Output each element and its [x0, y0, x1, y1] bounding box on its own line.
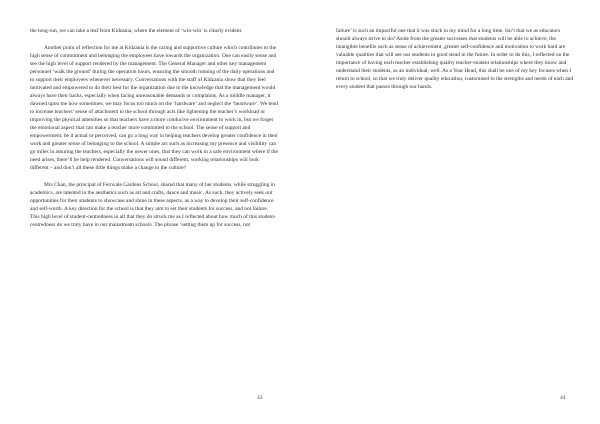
- paragraph: the long-run, we can take a leaf from Kidzania, where the element of ‘win-win’ is clearly evident.: [30, 28, 243, 34]
- right-page-text: [336, 27, 576, 91]
- page-number: 43: [257, 395, 263, 401]
- left-page-text: [30, 27, 278, 229]
- paragraph: Another point of reflection for me at Kidzania is the caring and supportive culture which contributes to the high sense of commitment and belonging the employees have towards the organization. One can easily sense and see the high level of support rendered by the management. The General Manager and other key management personnel ‘walk the ground’ during the operation hours, ensuring the smooth running of the daily operations and to support their employees whenever necessary. Conversations with the staff of Kidzania show that they feel motivated and empowered to do their best for the organization due to the knowledge that the management would always have their backs, especially when facing unreasonable demands or complaints. As a middle manager, it dawned upon me how sometimes, we may focus too much on the ‘hardware’ and neglect the ‘heartware’. We tend to increase teachers’ sense of attachment to the school through acts like lightening the teacher’s workload or improving the physical amenities so that teachers have a more conducive environment to work in, but we forget the emotional aspect that can make a teacher more committed to the school. The sense of support and empowerment, be it actual or perceived, can go a long way in helping teachers develop greater confidence in their work and greater sense of belonging to the school. A simple act such as increasing my presence and visibility can go miles in assuring the teachers, especially the newer ones, that they can work in a safe environment where if the need arises, there’ll be help rendered. Conversations will sound different, working relationships will look different – and don’t all these little things make a change to the culture?: [30, 44, 278, 172]
- paragraph: failure’ is such an impactful one that it was stuck in my mind for a long time. Isn’t that we as educators should always strive to do? Aside from the greater successes that students will be able to achieve, the intangible benefits such as sense of achievement, greater self-confidence and motivation to work hard are valuable qualities that will see our students in good stead in the future. In order to do this, I reflected on the importance of having each teacher establishing quality teacher-student relationships where they know and understand their students, as an individual, well. As a Year Head, this shall be one of my key focuses when I return to school, so that we truly deliver quality education, customised to the strengths and needs of each and every student that passes through our hands.: [336, 28, 574, 91]
- page-number: 44: [560, 395, 566, 401]
- paragraph: Mrs Chan, the principal of Fernvale Gardens School, shared that many of her students, while struggling in academics, are talented in the aesthetics such as art and crafts, dance and music. As such, they actively seek out opportunities for their students to showcase and shine in these aspects, as a way to develop their self-confidence and self-worth. A key direction for the school is that they aim to set their students for success, and not failure. This high level of student-centredness in all that they do struck me as I reflected about how much of this student-centredness do we truly have in our mainstream schools. The phrase ‘setting them up for success, not: [30, 181, 276, 229]
- right-page: [300, 0, 600, 424]
